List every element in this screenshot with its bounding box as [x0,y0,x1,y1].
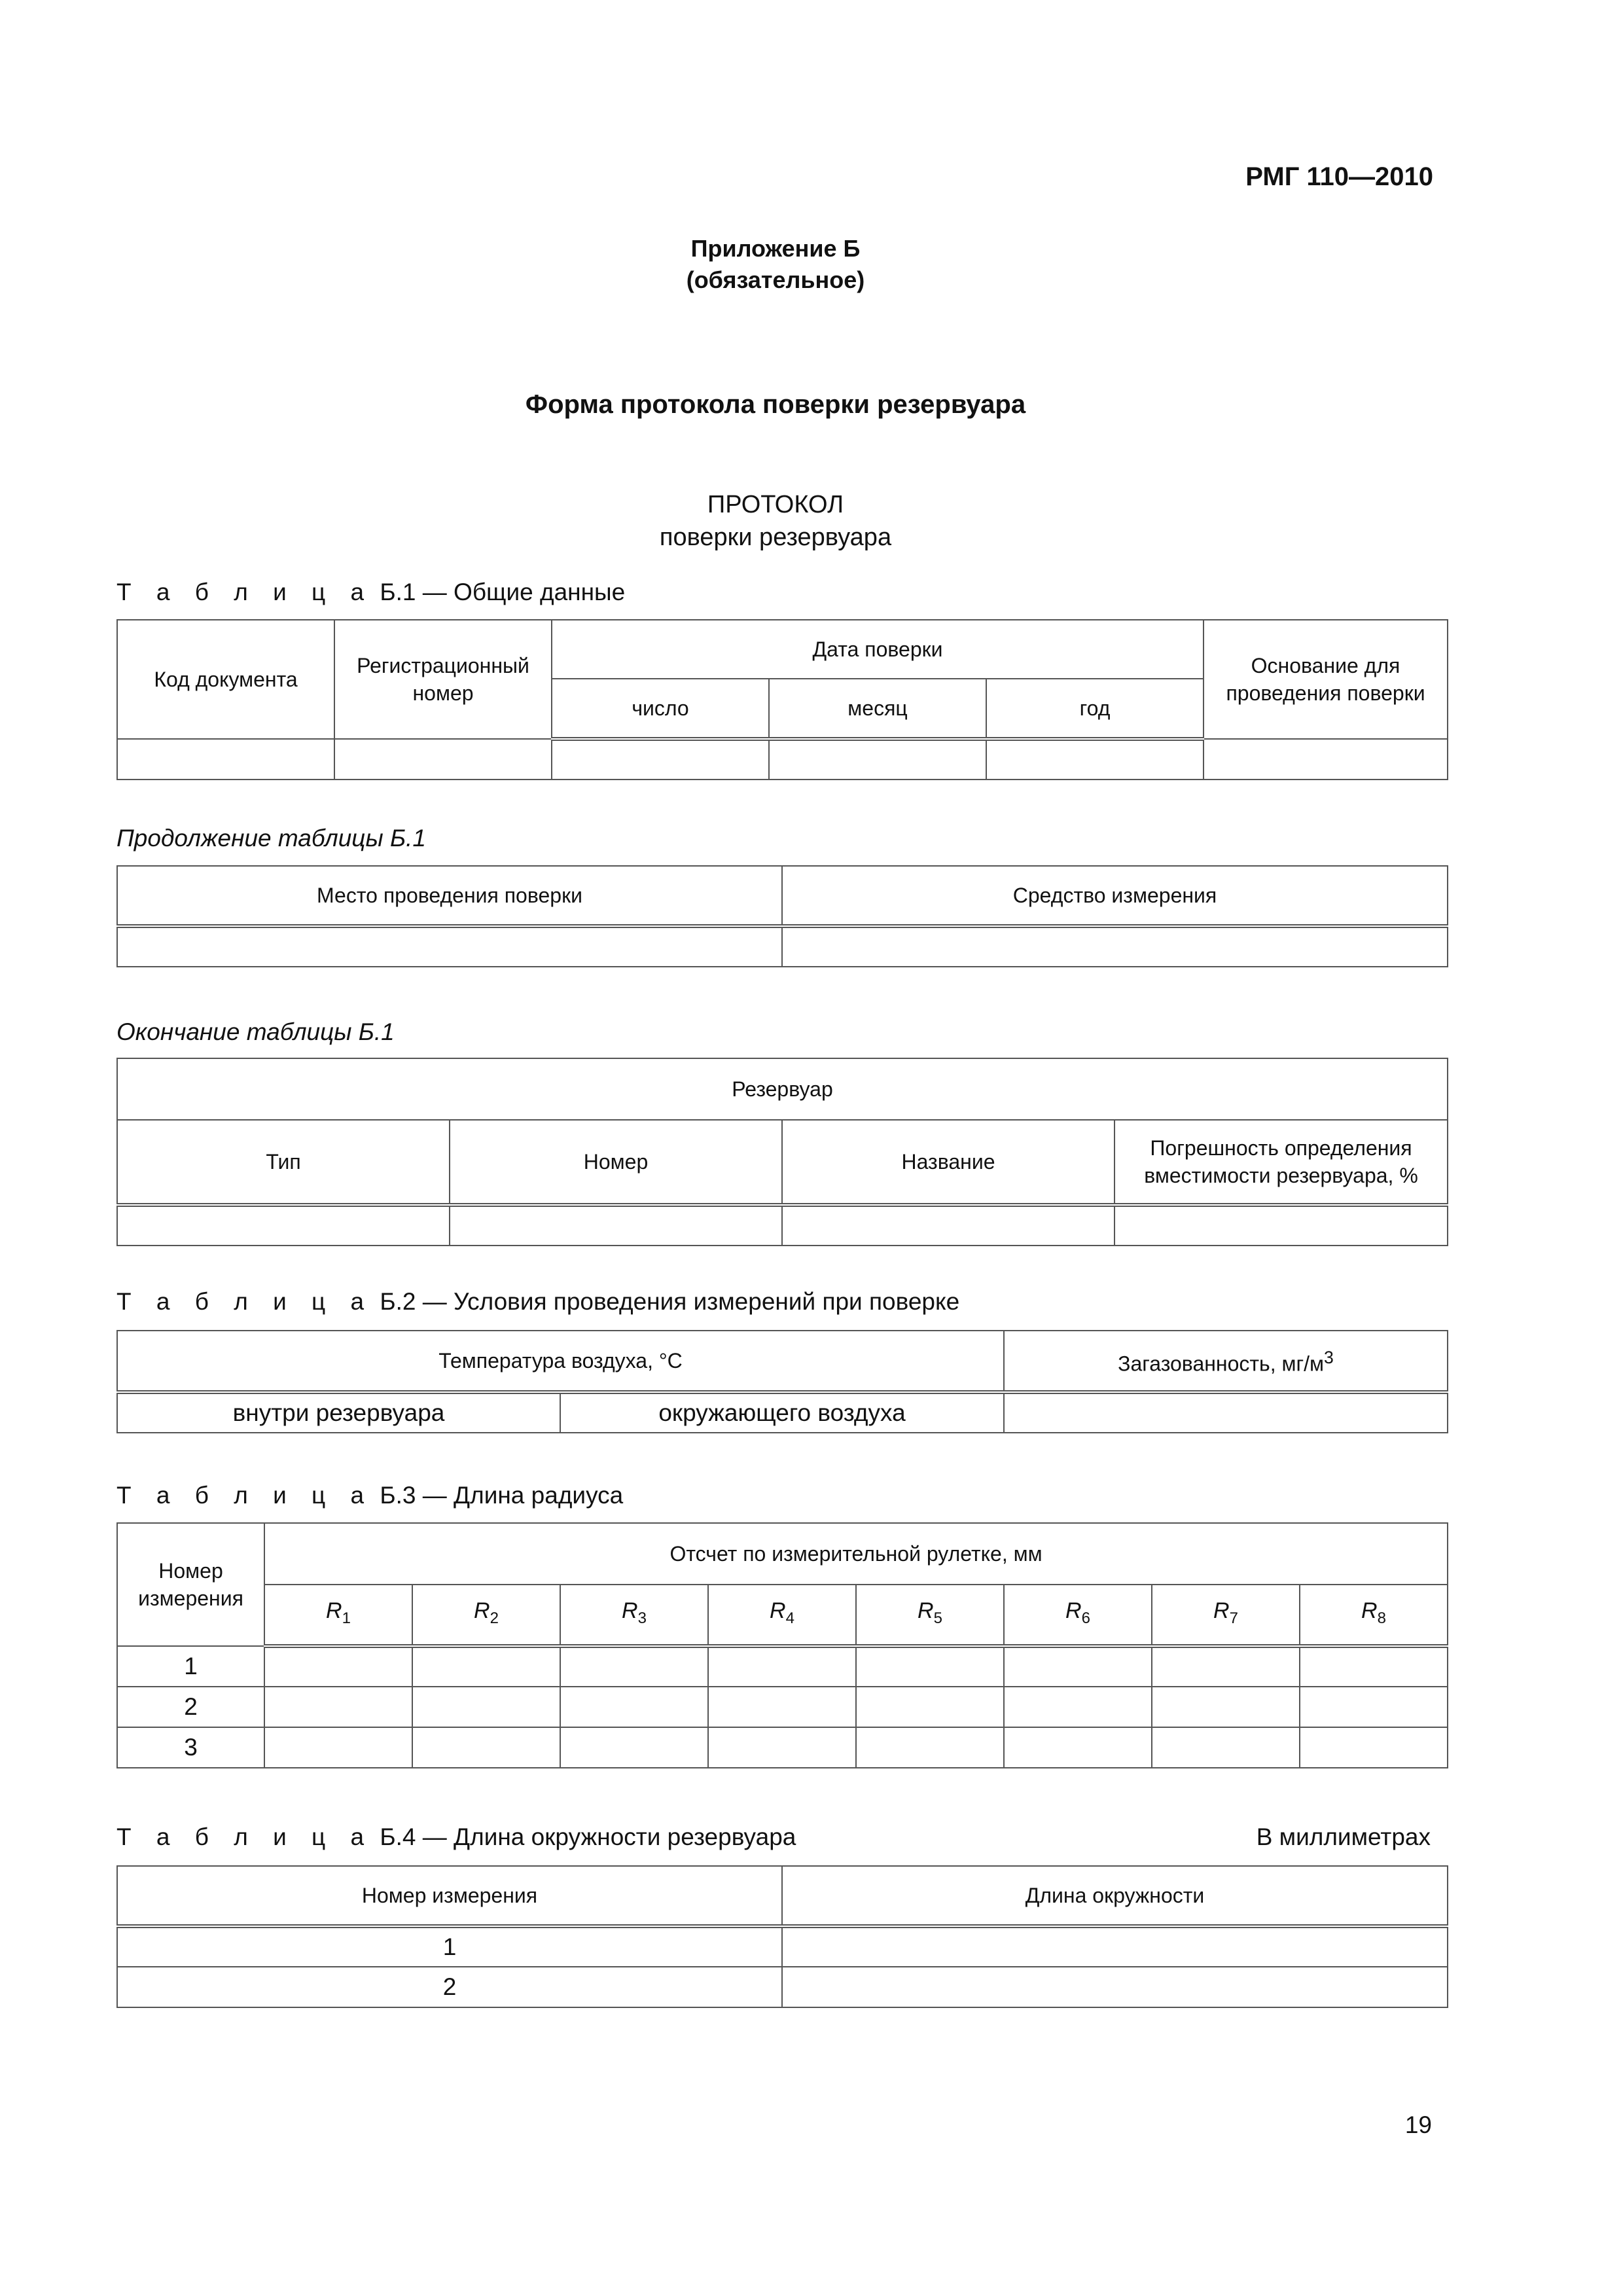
header-circumference: Длина окружности [782,1866,1448,1926]
header-tank: Резервуар [117,1058,1448,1120]
empty-cell[interactable] [334,739,552,780]
empty-cell[interactable] [560,1727,708,1768]
header-r8: $R_8$ [1300,1585,1448,1646]
header-place: Место проведения поверки [117,866,782,926]
empty-cell[interactable] [769,739,986,780]
empty-cell[interactable] [412,1646,560,1687]
table-b1-cont-caption: Продолжение таблицы Б.1 [116,825,426,852]
protocol-subtitle: поверки резервуара [659,524,892,551]
empty-cell[interactable] [560,1646,708,1687]
empty-cell[interactable] [117,739,334,780]
table-b3-caption: Т а б л и ц а Б.3 — Длина радиуса [116,1482,624,1509]
row-number: 1 [117,1926,782,1967]
table-row [117,1392,1448,1433]
empty-cell[interactable] [708,1646,856,1687]
form-title: Форма протокола поверки резервуара [525,390,1026,419]
empty-cell[interactable] [264,1646,412,1687]
empty-cell[interactable] [1152,1727,1300,1768]
empty-cell[interactable] [117,926,782,967]
empty-cell[interactable] [450,1205,782,1246]
header-month: месяц [769,679,986,739]
empty-cell[interactable] [782,1926,1448,1967]
header-temperature: Температура воздуха, °С [117,1331,1004,1392]
empty-cell[interactable] [1004,1646,1152,1687]
row-number: 1 [117,1646,264,1687]
empty-cell[interactable] [1004,1727,1152,1768]
empty-cell[interactable] [1204,739,1448,780]
header-inside-tank: внутри резервуара [117,1392,560,1433]
table-b1-cont [116,865,1448,967]
header-basis: Основание для проведения поверки [1204,620,1448,739]
table-row [117,1646,1448,1687]
header-r2: $R_2$ [412,1585,560,1646]
header-measurement-number: Номер измерения [117,1866,782,1926]
header-tape-reading: Отсчет по измерительной рулетке, мм [264,1523,1448,1585]
empty-cell[interactable] [1152,1687,1300,1727]
header-r1: $R_1$ [264,1585,412,1646]
empty-cell[interactable] [1004,1687,1152,1727]
header-r5: $R_5$ [856,1585,1004,1646]
table-row [117,926,1448,967]
empty-cell[interactable] [1300,1727,1448,1768]
empty-cell[interactable] [1300,1687,1448,1727]
empty-cell[interactable] [708,1687,856,1727]
row-number: 2 [117,1967,782,2007]
table-b1-caption: Т а б л и ц а Б.1 — Общие данные [116,579,626,605]
header-year: год [986,679,1204,739]
header-number: Номер [450,1120,782,1205]
table-row [117,1687,1448,1727]
empty-cell[interactable] [552,739,769,780]
empty-cell[interactable] [856,1646,1004,1687]
row-number: 2 [117,1687,264,1727]
table-b2 [116,1330,1448,1433]
table-b4-units: В миллиметрах [1256,1823,1431,1850]
protocol-heading [0,488,1551,554]
empty-cell[interactable] [1300,1646,1448,1687]
header-ambient: окружающего воздуха [560,1392,1004,1433]
table-b1-end [116,1058,1448,1246]
header-r3: $R_3$ [560,1585,708,1646]
empty-cell[interactable] [708,1727,856,1768]
empty-cell[interactable] [782,1205,1115,1246]
header-day: число [552,679,769,739]
empty-cell[interactable] [1115,1205,1448,1246]
protocol-title: ПРОТОКОЛ [707,491,844,518]
empty-cell[interactable] [117,1205,450,1246]
table-b1 [116,619,1448,780]
table-b4-caption: Т а б л и ц а Б.4 — Длина окружности резервуара [116,1823,796,1850]
table-b3 [116,1522,1448,1768]
empty-cell[interactable] [856,1687,1004,1727]
header-error: Погрешность определения вместимости резервуара, % [1115,1120,1448,1205]
table-b2-caption: Т а б л и ц а Б.2 — Условия проведения измерений при поверке [116,1288,960,1315]
table-row [117,739,1448,780]
empty-cell[interactable] [782,926,1448,967]
table-row [117,1967,1448,2007]
empty-cell[interactable] [412,1727,560,1768]
header-r4: $R_4$ [708,1585,856,1646]
row-number: 3 [117,1727,264,1768]
header-name: Название [782,1120,1115,1205]
empty-cell[interactable] [986,739,1204,780]
header-reg-number: Регистрационный номер [334,620,552,739]
page-number: 19 [1404,2111,1432,2138]
header-instrument: Средство измерения [782,866,1448,926]
empty-cell[interactable] [412,1687,560,1727]
header-date: Дата поверки [552,620,1204,679]
header-gas: Загазованность, $мг/м^3$ [1004,1331,1448,1392]
empty-cell[interactable] [560,1687,708,1727]
appendix-status: (обязательное) [686,266,865,293]
header-measurement-number: Номер измерения [117,1523,264,1646]
header-r7: $R_7$ [1152,1585,1300,1646]
table-row [117,1727,1448,1768]
empty-cell[interactable] [1152,1646,1300,1687]
empty-cell[interactable] [782,1967,1448,2007]
table-b4 [116,1865,1448,2008]
empty-cell[interactable] [856,1727,1004,1768]
empty-cell[interactable] [264,1687,412,1727]
document-code: РМГ 110—2010 [1245,162,1433,191]
table-row [117,1926,1448,1967]
table-row [117,1205,1448,1246]
appendix-title: Приложение Б [690,235,861,262]
empty-cell[interactable] [264,1727,412,1768]
header-doc-code: Код документа [117,620,334,739]
appendix-heading [0,233,1551,296]
header-r6: $R_6$ [1004,1585,1152,1646]
header-type: Тип [117,1120,450,1205]
empty-cell[interactable] [1004,1392,1448,1433]
table-b1-end-caption: Окончание таблицы Б.1 [116,1018,395,1045]
